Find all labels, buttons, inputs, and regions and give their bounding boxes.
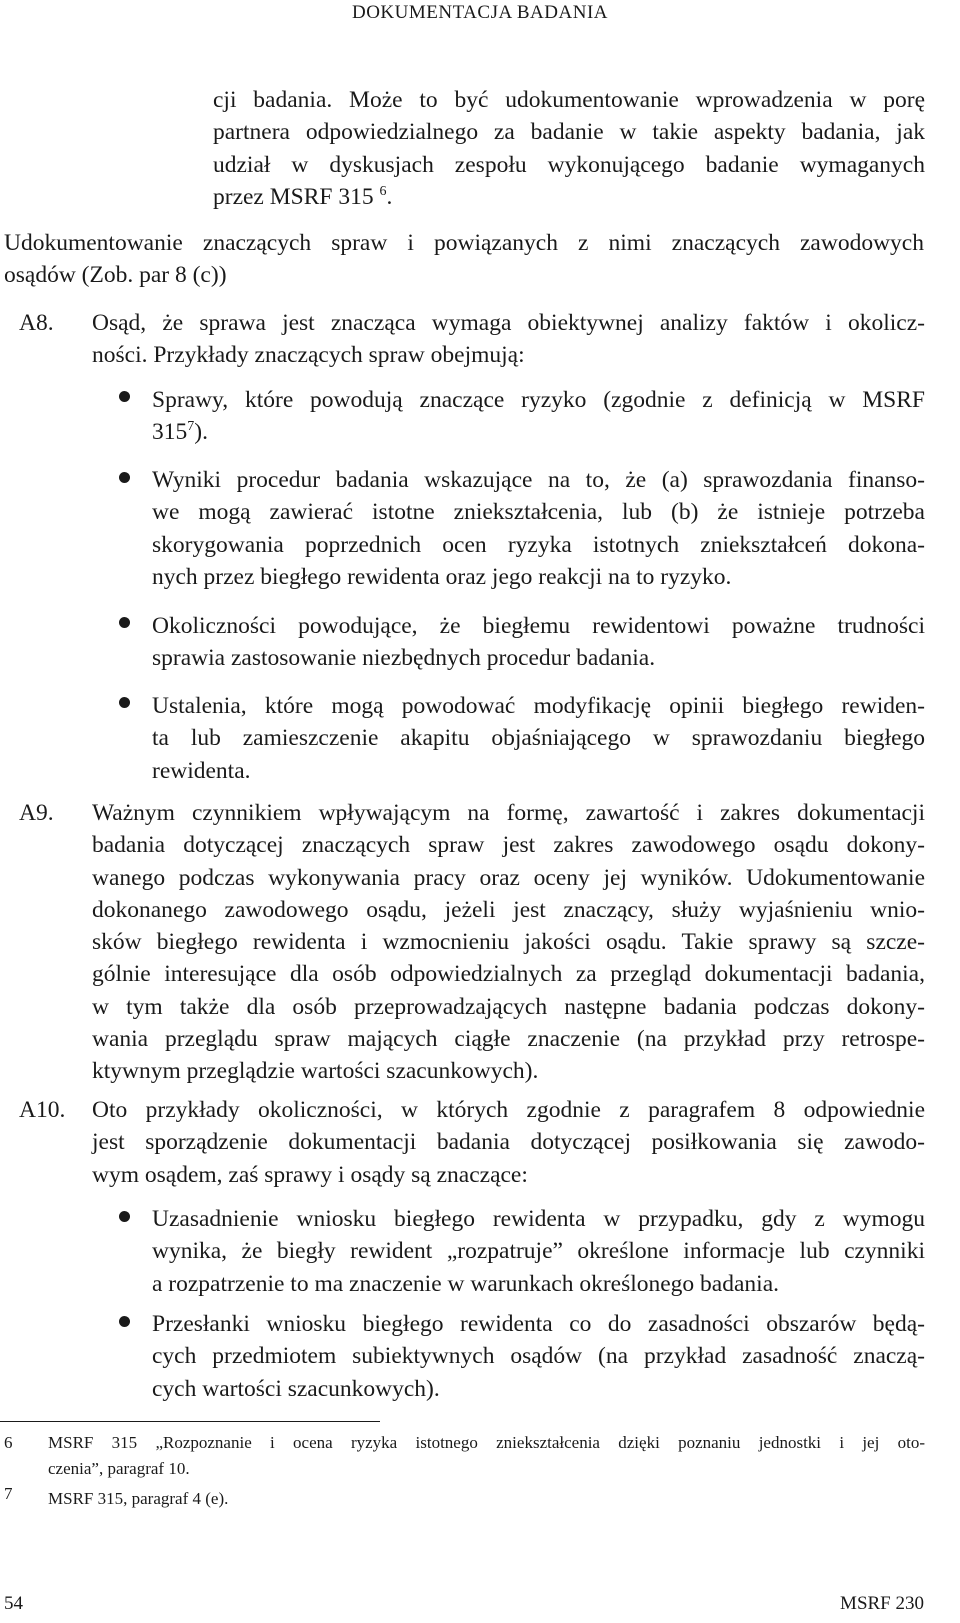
bullet-dot [119,1211,130,1222]
a10-line-2: jest sporządzenie dokumentacji badania dotyczącej posiłkowania się zawodo- [92,1129,925,1156]
a9-line-4: dokonanego zawodowego osądu, jeżeli jest znaczący, służy wyjaśnieniu wnio- [92,896,925,923]
section-heading [4,227,924,292]
section-heading-line-2: osądów (Zob. par 8 (c)) [4,262,227,289]
a9-line-1: Ważnym czynnikiem wpływającym na formę, zawartość i zakres dokumentacji [92,800,925,826]
a8-line-1: Osąd, że sprawa jest znacząca wymaga obiektywnej analizy faktów i okolicz- [92,310,925,336]
a10-bullet-2-line-3: cych wartości szacunkowych). [152,1375,440,1402]
section-heading-line-1: Udokumentowanie znaczących spraw i powiązanych z nimi znaczących zawodowych [4,230,924,256]
a8-line-2: ności. Przykłady znaczących spraw obejmują: [92,342,525,369]
paragraph-number-a9: A9. [19,800,54,826]
paragraph-number-a8: A8. [19,310,54,336]
footnote-ref-6: 6 [379,184,387,200]
footnote-ref-7: 7 [187,419,195,435]
a9-line-3: wanego podczas wykonywania pracy oraz oceny jej wyników. Udokumentowanie [92,864,925,891]
footnote-number-6: 6 [4,1433,13,1452]
intro-line-1: cji badania. Może to być udokumentowanie wprowadzenia w porę [213,87,925,113]
a10-line-1: Oto przykłady okoliczności, w których zgodnie z paragrafem 8 odpowiednie [92,1097,925,1123]
footnote-6-line-2: czenia”, paragraf 10. [48,1459,190,1478]
a8-bullet-2-line-2: we mogą zawierać istotne zniekształcenia, lub (b) że istnieje potrzeba [152,499,925,526]
running-header: DOKUMENTACJA BADANIA [351,2,608,23]
a8-bullet-1-line-2 [152,416,925,448]
a9-paragraph [92,797,925,1088]
a10-bullet-2 [152,1308,925,1405]
intro-line-4 [213,181,925,213]
a10-line-3: wym osądem, zaś sprawy i osądy są znaczące: [92,1161,528,1188]
footnote-6-line-1: MSRF 315 „Rozpoznanie i ocena ryzyka istotnego zniekształcenia dzięki poznaniu jednostki i jej oto- [48,1433,925,1452]
intro-line-2: partnera odpowiedzialnego za badanie w takie aspekty badania, jak [213,119,925,146]
intro-line-3: udział w dyskusjach zespołu wykonującego badanie wymaganych [213,151,925,178]
a8-bullet-4-line-1: Ustalenia, które mogą powodować modyfikację opinii biegłego rewiden- [152,693,925,719]
intro-line-4-text: przez MSRF 315 [213,183,374,210]
a10-bullet-1-line-3: a rozpatrzenie to ma znaczenie w warunkach określonego badania. [152,1270,780,1297]
bullet-dot [119,391,130,402]
bullet-dot [119,1316,130,1327]
a8-bullet-3-line-2: sprawia zastosowanie niezbędnych procedur badania. [152,645,656,672]
a10-bullet-2-line-1: Przesłanki wniosku biegłego rewidenta co do zasadności obszarów będą- [152,1311,925,1337]
paragraph-number-a10: A10. [19,1097,66,1123]
a10-bullet-2-line-2: cych przedmiotem subiektywnych osądów (na przykład zasadność znaczą- [152,1343,925,1370]
intro-line-4-end: . [386,183,393,210]
intro-paragraph [213,84,925,213]
bullet-dot [119,472,130,483]
a9-line-5: sków biegłego rewidenta i wzmocnieniu jakości osądu. Takie sprawy są szcze- [92,929,925,956]
document-code: MSRF 230 [840,1593,924,1614]
a9-line-2: badania dotyczącej znaczących spraw jest zakres zawodowego osądu dokony- [92,832,925,859]
a10-intro [92,1094,925,1191]
a8-bullet-1 [152,384,925,449]
a10-bullet-1-line-2: wynika, że biegły rewident „rozpatruje” określone informacje lub czynniki [152,1238,925,1265]
footnote-number-7: 7 [4,1484,13,1503]
a8-bullet-3-line-1: Okoliczności powodujące, że biegłemu rewidentowi poważne trudności [152,613,925,639]
a8-bullet-2-line-4: nych przez biegłego rewidenta oraz jego reakcji na to ryzyko. [152,563,732,590]
a9-line-7: w tym także dla osób przeprowadzających następne badania podczas dokony- [92,993,925,1020]
a9-line-8: wania przeglądu spraw mających ciągłe znaczenie (na przykład przy retrospe- [92,1026,925,1053]
a10-bullet-1-line-1: Uzasadnienie wniosku biegłego rewidenta w przypadku, gdy z wymogu [152,1206,925,1232]
a8-bullet-1-line-2-end: ). [194,419,208,446]
a8-bullet-4-line-3: rewidenta. [152,757,251,784]
a9-line-6: gólnie interesujące dla osób odpowiedzialnych za przegląd dokumentacji badania, [92,961,925,988]
a9-line-9: ktywnym przeglądzie wartości szacunkowych). [92,1058,539,1085]
a8-bullet-1-line-2-text: 315 [152,419,188,446]
a8-bullet-2-line-1: Wyniki procedur badania wskazujące na to, że (a) sprawozdania finanso- [152,467,925,493]
a8-bullet-2-line-3: skorygowania poprzednich ocen ryzyka istotnych zniekształceń dokona- [152,531,925,558]
a8-intro [92,307,925,372]
footnote-6-text [48,1430,925,1482]
a8-bullet-2 [152,464,925,593]
page-number: 54 [4,1593,23,1614]
a8-bullet-4 [152,690,925,787]
a8-bullet-4-line-2: ta lub zamieszczenie akapitu objaśniającego w sprawozdaniu biegłego [152,725,925,752]
bullet-dot [119,697,130,708]
a8-bullet-3 [152,610,925,675]
footnote-7-line-1: MSRF 315, paragraf 4 (e). [48,1489,229,1508]
footnote-7-text [48,1486,925,1512]
a10-bullet-1 [152,1203,925,1300]
footnote-divider [0,1421,380,1422]
a8-bullet-1-line-1: Sprawy, które powodują znaczące ryzyko (zgodnie z definicją w MSRF [152,387,925,413]
bullet-dot [119,617,130,628]
